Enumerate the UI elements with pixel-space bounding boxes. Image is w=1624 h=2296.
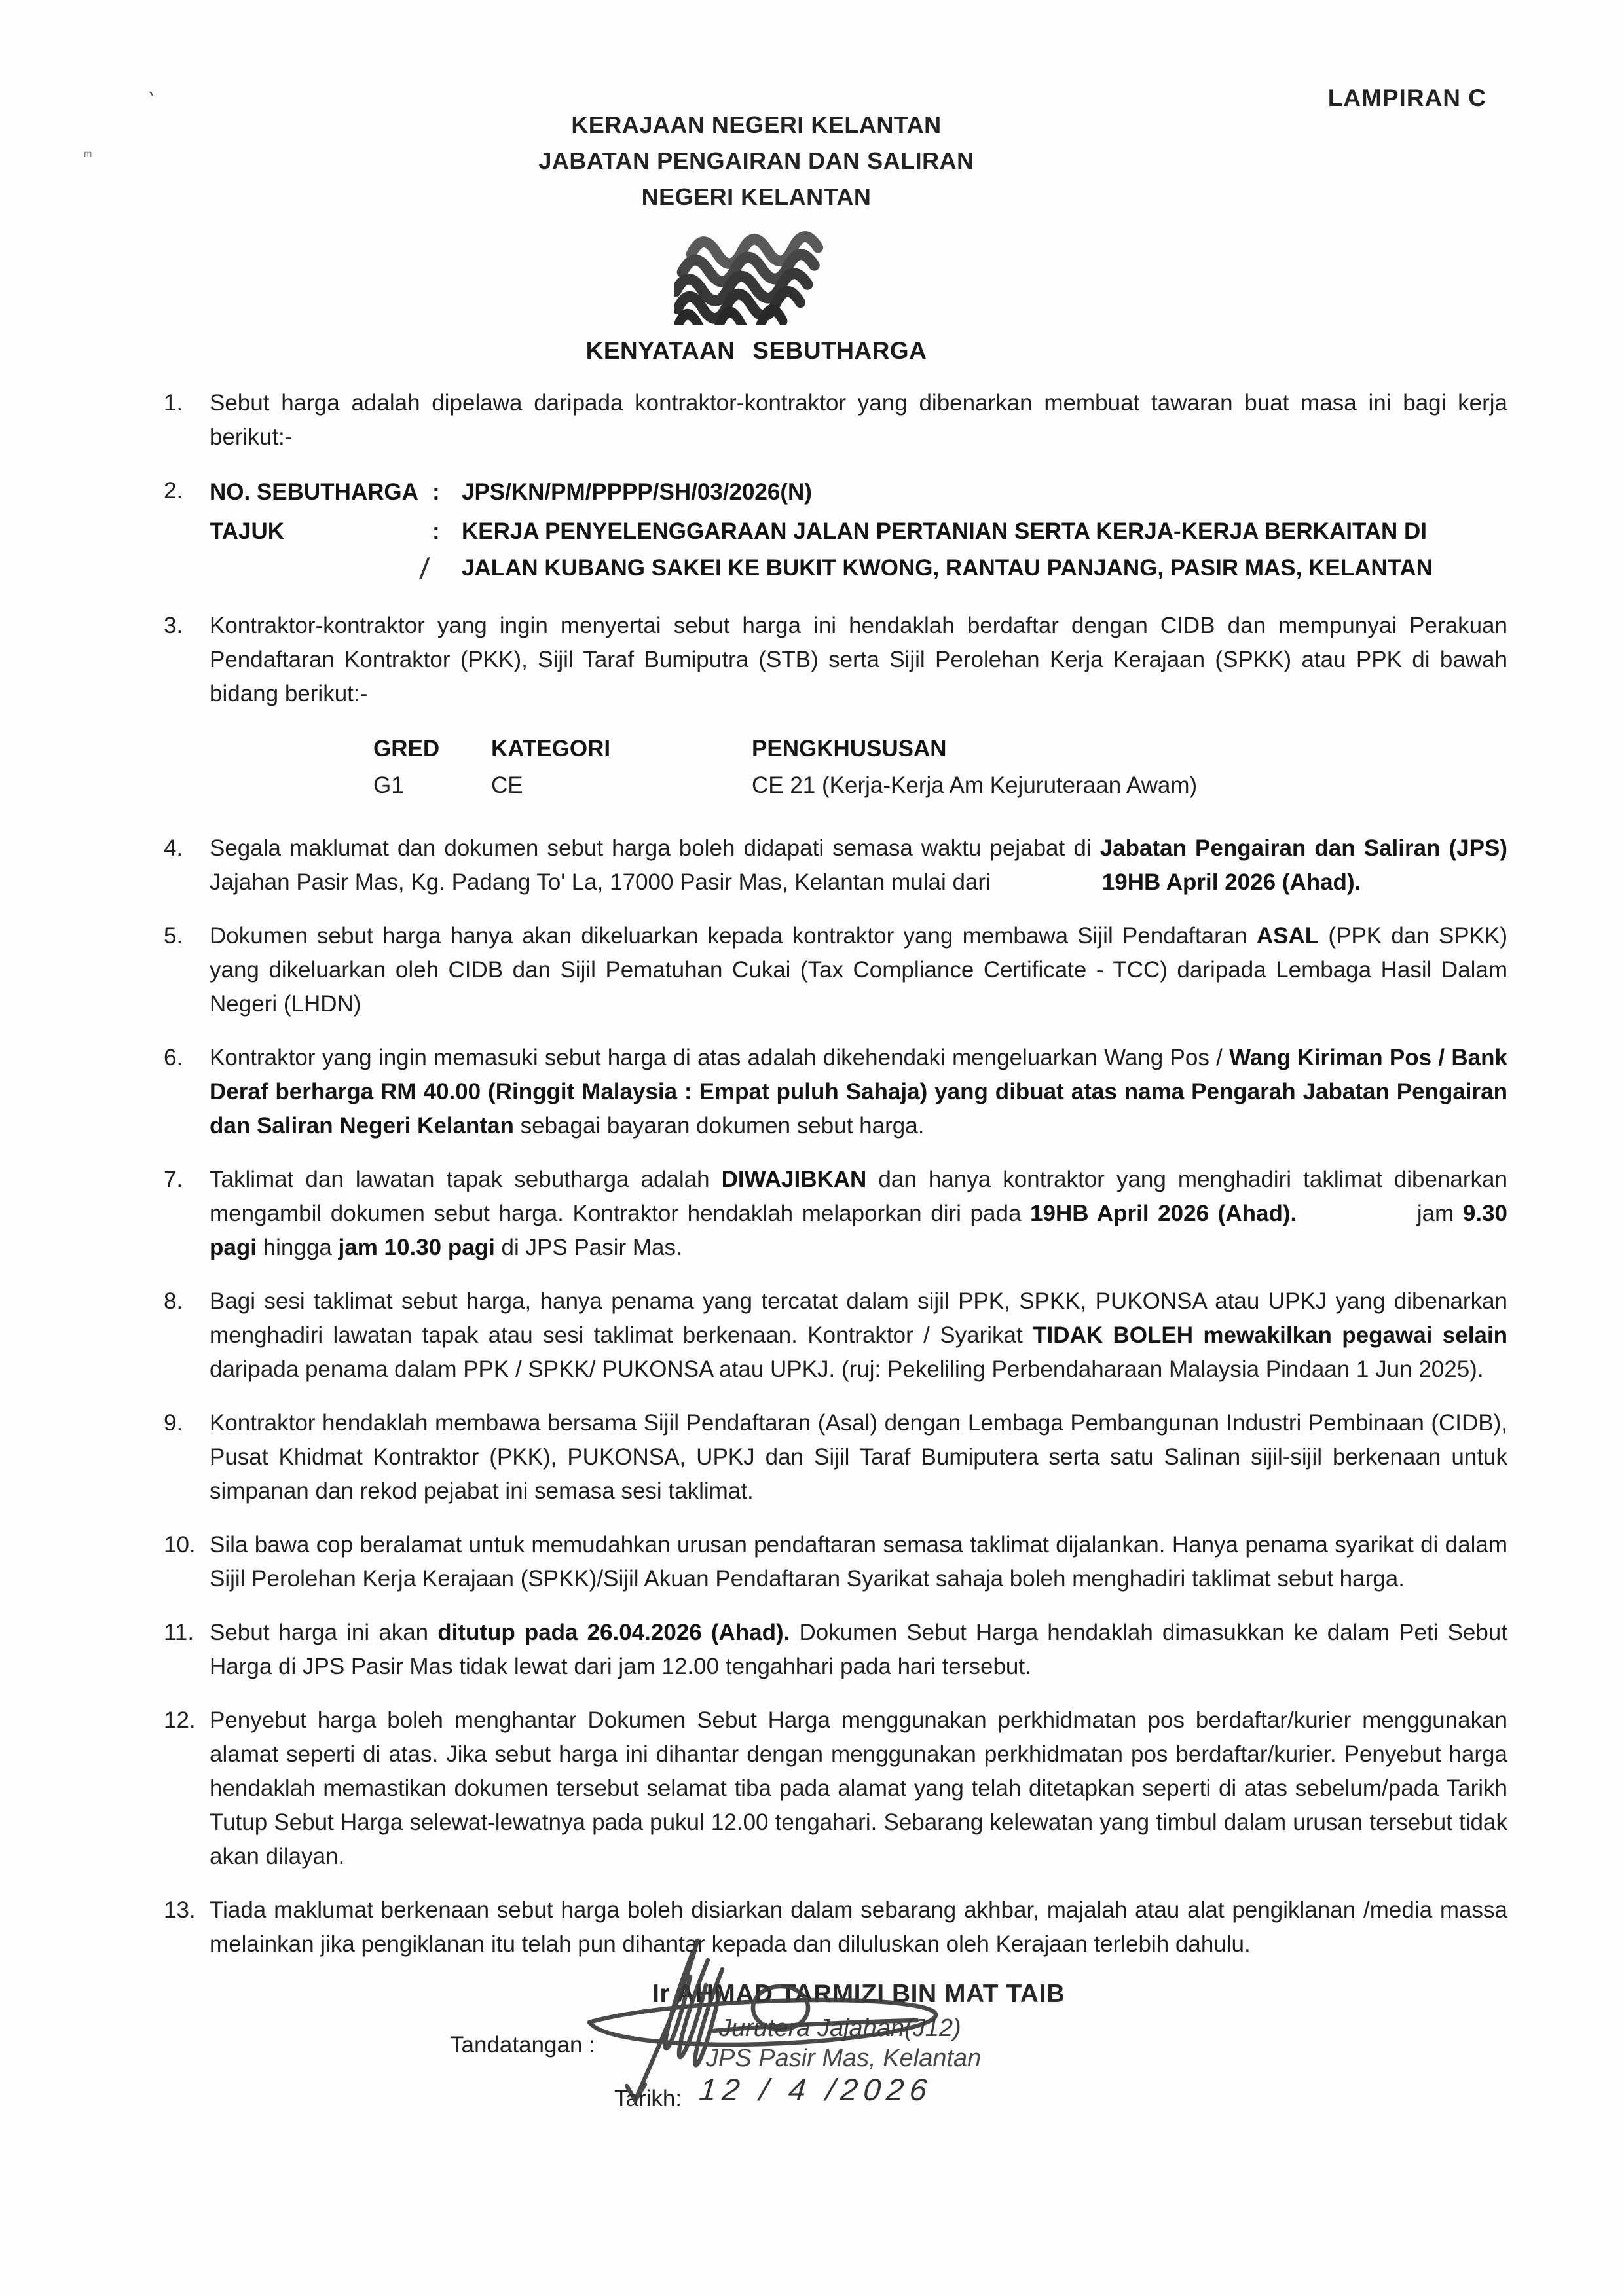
item-number: 12. [164,1707,196,1733]
list-item-3 [164,609,1507,711]
field-colon: : [432,479,440,505]
body-text: di JPS Pasir Mas. [494,1235,682,1260]
item-text [210,386,1507,454]
list-item-1 [164,386,1507,454]
corner-label: LAMPIRAN C [1327,84,1486,111]
body-text: Sebut harga adalah dipelawa daripada kontraktor-kontraktor yang dibenarkan membuat tawaran buat masa ini bagi kerja berikut:- [210,390,1507,450]
field-row-no-sebutharga [210,474,1507,511]
item-number: 8. [164,1288,183,1314]
body-text: Dokumen Sebut Harga hendaklah dimasukkan ke dalam Peti Sebut Harga di JPS Pasir Mas tidak lewat dari jam 12.00 tengahhari pada hari tersebut. [210,1620,1507,1679]
item-text [210,1704,1507,1874]
col-header-kategori: KATEGORI [491,736,611,761]
field-row-tajuk [210,513,1507,587]
item-number: 7. [164,1167,183,1192]
list-item-2 [164,474,1507,589]
item-text [210,1041,1507,1143]
list-item-10 [164,1528,1507,1596]
item-number: 4. [164,835,183,861]
items-group-a [164,386,1507,454]
item-number: 3. [164,613,183,638]
items-group-c [164,831,1507,1961]
body-text: daripada penama dalam PPK / SPKK/ PUKONSA atau UPKJ. (ruj: Pekeliling Perbendaharaan Malaysia Pindaan 1 Jun 2025). [210,1357,1484,1382]
item-number: 6. [164,1045,183,1070]
list-item-8 [164,1285,1507,1387]
list-item-9 [164,1406,1507,1508]
field-colon: : [432,519,440,544]
jps-waves-logo [674,225,839,325]
signature-scribble [550,1914,976,2130]
signatory-name-stamp: Ir AHMAD TARMIZI BIN MAT TAIB [652,1980,1065,2008]
body-text: Dokumen sebut harga hanya akan dikeluarkan kepada kontraktor yang membawa Sijil Pendaftaran [210,923,1257,949]
list-item-5 [164,919,1507,1021]
body-text: (PPK dan SPKK) yang dikeluarkan oleh CIDB dan Sijil Pematuhan Cukai (Tax Compliance Certificate - TCC) daripada Lembaga Hasil Dalam Negeri (LHDN) [210,923,1507,1017]
document-title: KENYATAAN SEBUTHARGA [585,337,927,364]
col-header-gred: GRED [373,736,440,761]
body-text: Sebut harga ini akan [210,1620,438,1645]
emphasized-text: 19HB April 2026 (Ahad). [1030,1201,1297,1226]
field-label: NO. SEBUTHARGA [210,479,418,505]
emphasized-text: ditutup pada 26.04.2026 (Ahad). [437,1620,790,1645]
item-number: 10. [164,1532,196,1558]
item-number: 13. [164,1897,196,1923]
emphasized-text: Jabatan Pengairan dan Saliran (JPS) [1099,835,1507,861]
cell-pengkhususan: CE 21 (Kerja-Kerja Am Kejuruteraan Awam) [752,773,1198,798]
body-text: Kontraktor-kontraktor yang ingin menyertai sebut harga ini hendaklah berdaftar dengan CIDB dan mempunyai Perakuan Pendaftaran Kontraktor (PKK), Sijil Taraf Bumiputra (STB) serta Sijil Perolehan Kerja Kerajaan (SPKK) atau PPK di bawah bidang berikut:- [210,613,1507,706]
item-text [210,609,1507,711]
item-text [210,1163,1507,1265]
tender-title-value: KERJA PENYELENGGARAAN JALAN PERTANIAN SERTA KERJA-KERJA BERKAITAN DI JALAN KUBANG SAKEI KE BUKIT KWONG, RANTAU PANJANG, PASIR MAS, KELANTAN [462,519,1433,581]
document-header [0,0,1513,368]
item-text [210,1406,1507,1508]
field-label: TAJUK [210,519,285,544]
item-text [210,831,1507,900]
scan-artifact: ᵐ [84,147,92,164]
list-item-12 [164,1704,1507,1874]
list-item-11 [164,1616,1507,1684]
body-text: Sila bawa cop beralamat untuk memudahkan urusan pendaftaran semasa taklimat dijalankan. Hanya penama syarikat di dalam Sijil Perolehan Kerja Kerajaan (SPKK)/Sijil Akuan Pendaftaran Syarikat sahaja boleh menghadiri taklimat sebut harga. [210,1532,1507,1592]
body-text: Penyebut harga boleh menghantar Dokumen Sebut Harga menggunakan perkhidmatan pos berdaftar/kurier menggunakan alamat seperti di atas. Jika sebut harga ini dihantar dengan menggunakan perkhidmatan pos berdaftar/kurier. Penyebut harga hendaklah memastikan dokumen tersebut selamat tiba pada alamat yang telah ditetapkan seperti di atas sebelum/pada Tarikh Tutup Sebut Harga selewat-lewatnya pada pukul 12.00 tengahari. Sebarang kelewatan yang timbul dalam urusan tersebut tidak akan dilayan. [210,1707,1507,1869]
item-number: 11. [164,1620,194,1645]
item-number: 5. [164,923,183,949]
org-name-line1: KERAJAAN NEGERI KELANTAN [571,111,942,138]
handwritten-tick: / [418,551,431,586]
emphasized-text: 19HB April 2026 (Ahad). [1101,869,1361,895]
body-text: Tiada maklumat berkenaan sebut harga boleh disiarkan dalam sebarang akhbar, majalah atau alat pengiklanan /media massa melainkan jika pengiklanan itu telah pun dihantar kepada dan diluluskan oleh Kerajaan terlebih dahulu. [210,1897,1507,1957]
list-item-7 [164,1163,1507,1265]
scan-artifact: ` [141,88,157,114]
list-item-6 [164,1041,1507,1143]
body-text: Segala maklumat dan dokumen sebut harga boleh didapati semasa waktu pejabat di [210,835,1100,861]
item-number: 2. [164,478,183,503]
emphasized-text: Wang Kiriman Pos / Bank Deraf berharga RM 40.00 (Ringgit Malaysia : Empat puluh Sahaja) yang dibuat atas nama Pengarah Jabatan Pengairan dan Saliran Negeri Kelantan [210,1045,1507,1139]
qualification-table [373,731,1507,804]
item-text [210,919,1507,1021]
signatory-position-stamp: Jurutera Jajahan(J12) [719,2014,961,2042]
item-number: 9. [164,1410,183,1436]
tender-reference-fields [210,474,1507,589]
item-text [210,1528,1507,1596]
item-text [210,1285,1507,1387]
cell-kategori: CE [491,773,523,798]
signatory-office-stamp: JPS Pasir Mas, Kelantan [706,2045,982,2072]
notice-items [0,386,1624,2291]
list-item-4 [164,831,1507,900]
body-text: jam [1408,1201,1463,1226]
emphasized-text: 9.30 pagi [210,1201,1507,1260]
org-name-line2: JABATAN PENGAIRAN DAN SALIRAN [538,147,974,174]
handwritten-date: 12 / 4 /2026 [697,2072,935,2107]
date-label: Tarikh: [614,2086,682,2111]
items-group-b [164,609,1507,711]
emphasized-text: jam 10.30 pagi [338,1235,495,1260]
signature-block [164,1977,1507,2291]
body-text: Taklimat dan lawatan tapak sebutharga adalah [210,1167,722,1192]
body-text: Kontraktor yang ingin memasuki sebut harga di atas adalah dikehendaki mengeluarkan Wang Pos / [210,1045,1230,1070]
body-text: sebagai bayaran dokumen sebut harga. [513,1113,925,1139]
item-text [210,1616,1507,1684]
item-number: 1. [164,390,183,416]
cell-gred: G1 [373,773,404,798]
org-name-line3: NEGERI KELANTAN [641,183,872,210]
signature-label: Tandatangan : [450,2032,595,2058]
body-text: dan hanya kontraktor yang menghadiri taklimat dibenarkan mengambil dokumen sebut harga. Kontraktor hendaklah melaporkan diri pada [210,1167,1507,1226]
tender-number-value: JPS/KN/PM/PPPP/SH/03/2026(N) [462,479,812,505]
qualification-table-header [373,731,1507,767]
body-text: Kontraktor hendaklah membawa bersama Sijil Pendaftaran (Asal) dengan Lembaga Pembangunan Industri Pembinaan (CIDB), Pusat Khidmat Kontraktor (PKK), PUKONSA, UPKJ dan Sijil Taraf Bumiputera serta satu Salinan sijil-sijil berkenaan untuk simpanan dan rekod pejabat ini semasa sesi taklimat. [210,1410,1507,1504]
body-text: Jajahan Pasir Mas, Kg. Padang To' La, 17000 Pasir Mas, Kelantan mulai dari [210,869,991,895]
qualification-table-row [373,767,1507,804]
emphasized-text: DIWAJIBKAN [721,1167,867,1192]
col-header-pengkhususan: PENGKHUSUSAN [752,736,947,761]
body-text: hingga [256,1235,339,1260]
emphasized-text: TIDAK BOLEH mewakilkan pegawai selain [1033,1322,1508,1348]
emphasized-text: ASAL [1256,923,1320,949]
body-text: Bagi sesi taklimat sebut harga, hanya penama yang tercatat dalam sijil PPK, SPKK, PUKONSA atau UPKJ yang dibenarkan menghadiri lawatan tapak atau sesi taklimat berkenaan. Kontraktor / Syarikat [210,1288,1507,1348]
